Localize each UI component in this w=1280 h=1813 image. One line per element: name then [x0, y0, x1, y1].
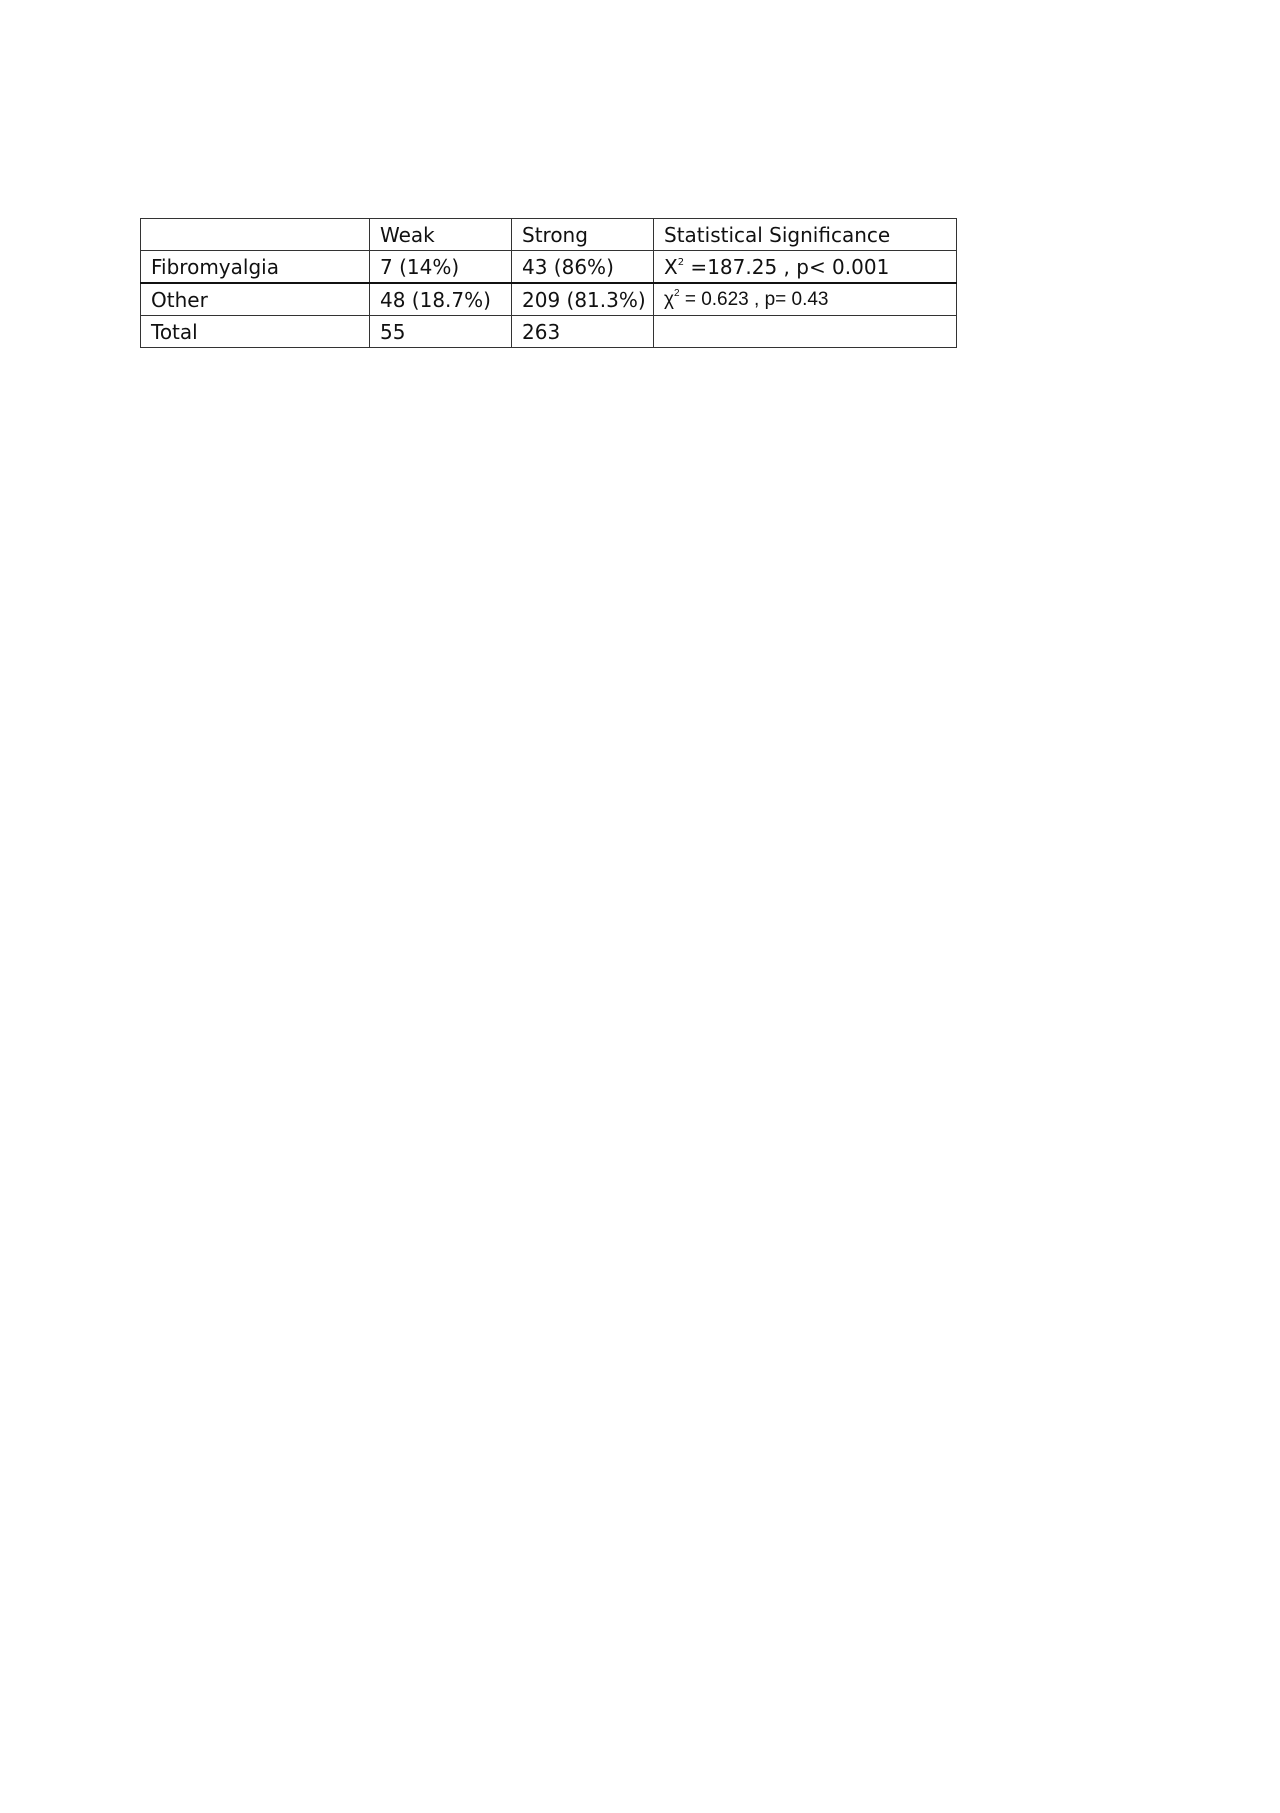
header-significance: Statistical Significance [654, 219, 957, 251]
weak-cell: 7 (14%) [370, 251, 512, 284]
header-blank-cell [141, 219, 370, 251]
stat-text: =187.25 , p< 0.001 [684, 254, 890, 279]
row-label: Fibromyalgia [141, 251, 370, 284]
stat-text: = 0.623 , p= 0.43 [679, 288, 829, 310]
results-table [140, 218, 957, 348]
weak-cell: 48 (18.7%) [370, 283, 512, 316]
row-label: Other [141, 283, 370, 316]
header-row [141, 219, 957, 251]
header-strong: Strong [512, 219, 654, 251]
strong-cell: 43 (86%) [512, 251, 654, 284]
significance-cell [654, 316, 957, 348]
stat-symbol: X [664, 254, 678, 279]
strong-cell: 209 (81.3%) [512, 283, 654, 316]
header-weak: Weak [370, 219, 512, 251]
significance-cell [654, 251, 957, 284]
row-label: Total [141, 316, 370, 348]
table-row-other [141, 283, 957, 316]
stat-symbol: χ [664, 288, 674, 310]
table-row-total [141, 316, 957, 348]
table-row-fibromyalgia [141, 251, 957, 284]
weak-cell: 55 [370, 316, 512, 348]
strong-cell: 263 [512, 316, 654, 348]
stat-superscript: 2 [677, 256, 685, 268]
significance-cell [654, 283, 957, 316]
stat-superscript: 2 [673, 287, 680, 299]
